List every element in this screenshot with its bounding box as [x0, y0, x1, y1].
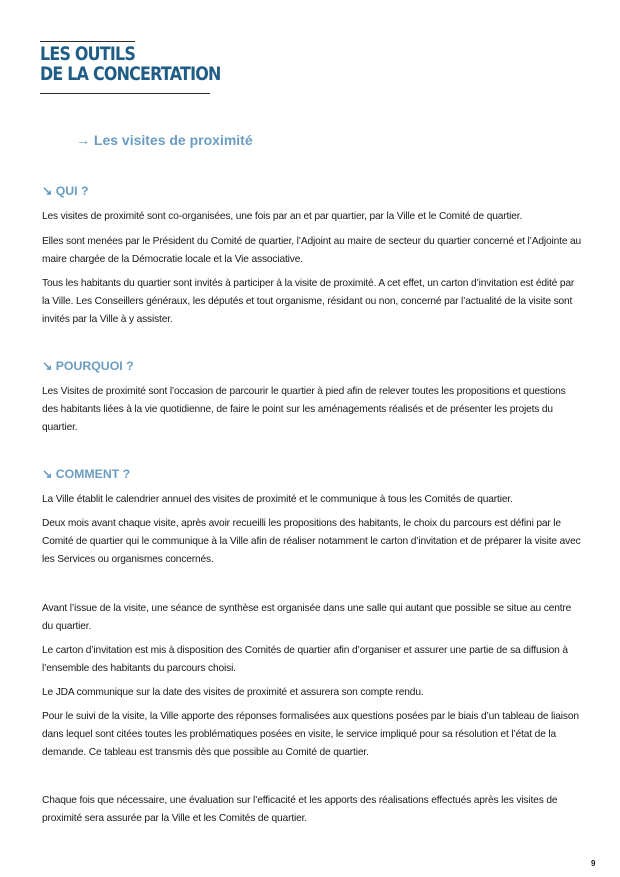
header-rule-top	[40, 41, 135, 42]
pourquoi-paragraph-1: Les Visites de proximité sont l’occasion de parcourir le quartier à pied afin de relever toutes les propositions et questions des habitants liées à la vie quotidienne, de faire le point sur les aménagements réalisés et de présenter les projets du quartier.	[42, 386, 566, 433]
heading-qui: ↘ QUI ?	[42, 184, 89, 198]
page-number: 9	[591, 859, 596, 868]
comment-paragraph-3: Avant l’issue de la visite, une séance de synthèse est organisée dans une salle qui autant que possible se situe au centre du quartier.	[42, 603, 572, 632]
heading-pourquoi: ↘ POURQUOI ?	[42, 359, 134, 373]
document-title-line1: LES OUTILS	[40, 44, 136, 65]
document-title	[40, 45, 221, 85]
comment-paragraph-1: La Ville établit le calendrier annuel des visites de proximité et le communique à tous les Comités de quartier.	[42, 494, 513, 505]
comment-paragraph-7: Chaque fois que nécessaire, une évaluation sur l’efficacité et les apports des réalisations effectués après les visites de proximité sera assurée par la Ville et les Comités de quartier.	[42, 795, 558, 824]
section-subtitle: → Les visites de proximité	[76, 132, 253, 148]
qui-paragraph-1: Les visites de proximité sont co-organisées, une fois par an et par quartier, par la Ville et le Comité de quartier.	[42, 211, 523, 222]
comment-paragraph-2: Deux mois avant chaque visite, après avoir recueilli les propositions des habitants, le choix du parcours est défini par le Comité de quartier qui le communique à la Ville afin de réaliser notamment le carton d’invitation et de préparer la visite avec les Services ou organismes concernés.	[42, 518, 581, 565]
qui-paragraph-2: Elles sont menées par le Président du Comité de quartier, l’Adjoint au maire de secteur du quartier concerné et l’Adjointe au maire chargée de la Démocratie locale et la Vie associative.	[42, 236, 582, 265]
heading-comment: ↘ COMMENT ?	[42, 467, 131, 481]
qui-paragraph-3: Tous les habitants du quartier sont invités à participer à la visite de proximité. A cet effet, un carton d’invitation est édité par la Ville. Les Conseillers généraux, les députés et tout organisme, résidant ou non, concerné par l’actualité de la visite sont invités par la Ville à y assister.	[42, 278, 575, 325]
comment-paragraph-6: Pour le suivi de la visite, la Ville apporte des réponses formalisées aux questions posées par le biais d’un tableau de liaison dans lequel sont citées toutes les problématiques posées en visite, le service impliqué pour sa résolution et l’état de la demande. Ce tableau est transmis dès que possible au Comité de quartier.	[42, 711, 579, 758]
comment-paragraph-4: Le carton d’invitation est mis à disposition des Comités de quartier afin d’organiser et assurer une partie de sa diffusion à l’ensemble des habitants du parcours choisi.	[42, 645, 568, 674]
header-rule-bottom	[40, 93, 210, 94]
document-title-line2: DE LA CONCERTATION	[40, 64, 221, 85]
comment-paragraph-5: Le JDA communique sur la date des visites de proximité et assurera son compte rendu.	[42, 687, 424, 698]
